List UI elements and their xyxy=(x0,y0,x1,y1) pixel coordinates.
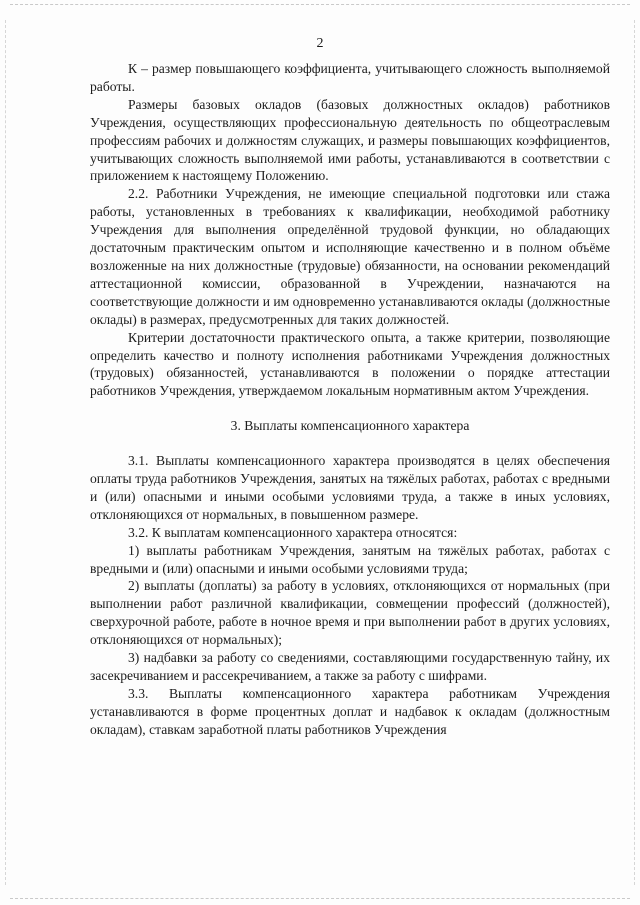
document-body xyxy=(90,60,610,739)
scan-border-bottom xyxy=(10,898,630,899)
scan-border-left xyxy=(5,20,6,885)
section-heading: 3. Выплаты компенсационного характера xyxy=(230,418,470,434)
list-item: 3) надбавки за работу со сведениями, составляющими государственную тайну, их засекречиванием и рассекречиванием, а также за работу с шифрами. xyxy=(90,650,610,683)
scan-border-right xyxy=(634,20,635,885)
paragraph: 3.3. Выплаты компенсационного характера работникам Учреждения устанавливаются в форме процентных доплат и надбавок к окладам (должностным окладам), ставкам заработной платы работников Учреждения xyxy=(90,685,610,737)
paragraph: 2.2. Работники Учреждения, не имеющие специальной подготовки или стажа работы, установленных в требованиях к квалификации, необходимой работнику Учреждения для выполнения определённой трудовой функции, но обладающих достаточным практическим опытом и исполняющие качественно и в полном объёме возложенные на них должностные (трудовые) обязанности, на основании рекомендаций аттестационной комиссии, образованной в Учреждении, назначаются на соответствующие должности и им одновременно устанавливаются оклады (должностные оклады) в размерах, предусмотренных для таких должностей. xyxy=(90,186,611,327)
paragraph: Размеры базовых окладов (базовых должностных окладов) работников Учреждения, осуществляющих профессиональную деятельность по общеотраслевым профессиям рабочих и должностям служащих, и размеры повышающих коэффициентов, учитывающих сложность выполняемой ими работы, устанавливаются в соответствии с приложением к настоящему Положению. xyxy=(90,96,610,184)
paragraph: 3.1. Выплаты компенсационного характера производятся в целях обеспечения оплаты труда работников Учреждения, занятых на тяжёлых работах, работах с вредными и (или) опасными и иными особыми условиями труда, а также в иных условиях, отклоняющихся от нормальных, в повышенном размере. xyxy=(90,453,610,522)
page-number: 2 xyxy=(316,36,324,51)
list-item: 1) выплаты работникам Учреждения, занятым на тяжёлых работах, работах с вредными и (или) опасными и иными особыми условиями труда; xyxy=(90,542,610,576)
scan-border-top xyxy=(10,4,630,5)
paragraph: Критерии достаточности практического опыта, а также критерии, позволяющие определить качество и полноту исполнения работниками Учреждения должностных (трудовых) обязанностей, устанавливаются в положении о порядке аттестации работников Учреждения, утверждаемом локальным нормативным актом Учреждения. xyxy=(90,329,610,399)
list-item: 2) выплаты (доплаты) за работу в условиях, отклоняющихся от нормальных (при выполнении работ различной квалификации, совмещении профессий (должностей), сверхурочной работе, работе в ночное время и при выполнении работ в других условиях, отклоняющихся от нормальных); xyxy=(90,578,610,648)
paragraph: 3.2. К выплатам компенсационного характера относятся: xyxy=(128,524,458,540)
paragraph: К – размер повышающего коэффициента, учитывающего сложность выполняемой работы. xyxy=(90,61,610,94)
